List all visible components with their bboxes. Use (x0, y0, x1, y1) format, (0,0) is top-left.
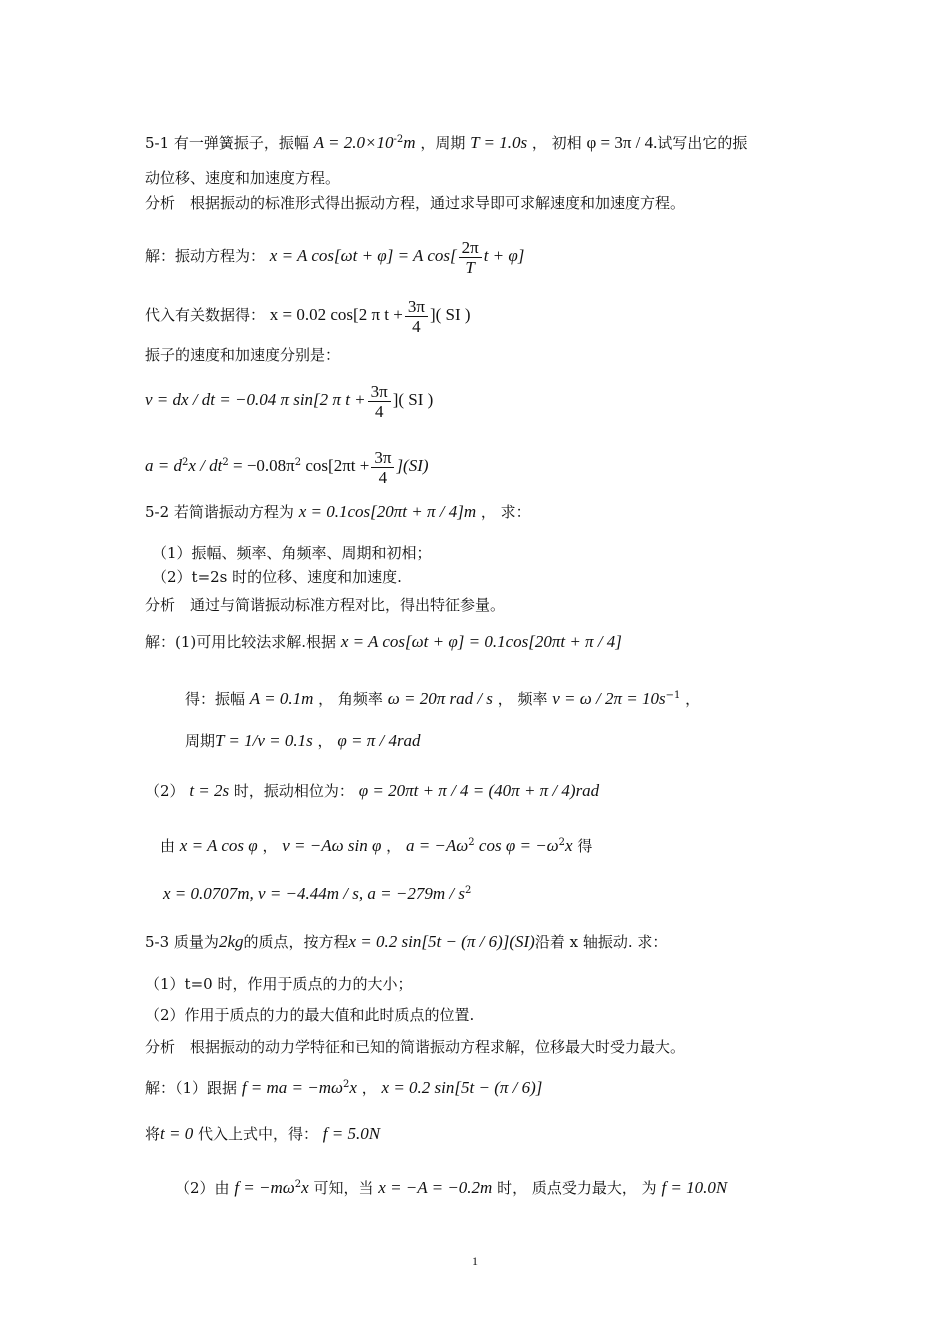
p1-eq4 (145, 443, 429, 487)
p2-s5 (160, 833, 592, 856)
formula: f = 5.0N (322, 1124, 381, 1143)
numerator: 3π (368, 382, 391, 402)
formula: = −0.08π (228, 456, 295, 475)
numerator: 2π (459, 238, 482, 258)
p1-line2: 动位移、速度和加速度方程。 (145, 169, 341, 187)
superscript: 2 (222, 457, 229, 468)
p3-s3 (175, 1175, 727, 1198)
p1-line3: 振子的速度和加速度分别是： (145, 346, 341, 364)
formula: T = 1/ν = 0.1s (215, 731, 313, 750)
phase-formula: φ = 3π / 4. (586, 133, 658, 152)
formula: ω = 20π rad / s (387, 689, 493, 708)
p2-text: ， (262, 837, 278, 855)
p2-text: 得 (577, 837, 593, 855)
p3-text: 时， 质点受力最大， 为 (497, 1179, 657, 1197)
formula: x = −A = −0.2m (378, 1178, 493, 1197)
fraction (405, 297, 428, 336)
p2-text: 得：振幅 (185, 690, 246, 708)
p3-text: 沿着 x 轴振动. 求： (534, 933, 668, 951)
p3-line1 (145, 932, 667, 952)
p2-s1 (145, 632, 622, 652)
p3-analysis: 分析 根据振动的动力学特征和已知的简谐振动方程求解，位移最大时受力最大。 (145, 1038, 686, 1056)
p2-analysis: 分析 通过与简谐振动标准方程对比，得出特征参量。 (145, 596, 506, 614)
p3-text: 将 (145, 1125, 161, 1143)
p2-text: ， (685, 690, 701, 708)
p3-text: 5-3 质量为 (145, 933, 219, 951)
formula: t + φ] (483, 246, 525, 265)
p1-text: ，周期 (420, 134, 466, 152)
p1-text: 试写出它的振 (657, 134, 748, 152)
p2-text: ， (386, 837, 402, 855)
formula: f = 10.0N (661, 1178, 728, 1197)
unit: m (403, 133, 416, 152)
formula: x = 0.02 cos[2 π t + (269, 305, 403, 324)
p2-s2 (185, 686, 700, 709)
formula: ν = −Aω sin φ (282, 836, 382, 855)
superscript: −1 (665, 690, 681, 701)
p2-text: ， 角频率 (318, 690, 383, 708)
formula: x = 0.2 sin[5t − (π / 6)](SI) (348, 932, 535, 951)
p2-text: 时，振动相位为： (233, 782, 354, 800)
p3-q2: （2）作用于质点的力的最大值和此时质点的位置. (145, 1006, 475, 1024)
superscript: 2 (181, 457, 189, 468)
velocity-formula: v = dx / dt = −0.04 π sin[2 π t + (145, 390, 366, 409)
p2-q1: （1）振幅、频率、角频率、周期和初相； (152, 544, 432, 562)
p2-text: 解：(1)可用比较法求解.根据 (145, 633, 337, 651)
p2-s4 (145, 781, 599, 801)
formula: t = 2s (189, 781, 230, 800)
p2-text: 由 (160, 837, 176, 855)
p3-q1: （1）t=0 时，作用于质点的力的大小； (145, 975, 413, 993)
formula: ]( SI ) (429, 305, 471, 324)
p3-text: ， (361, 1079, 377, 1097)
amplitude-formula: A = 2.0×10 (313, 133, 394, 152)
superscript: 2 (468, 837, 475, 848)
p3-text: 的质点，按方程 (243, 933, 349, 951)
fraction (368, 382, 391, 421)
formula: x = 0.0707m, ν = −4.44m / s, a = −279m / s (163, 884, 465, 903)
formula: φ = 20πt + π / 4 = (40π + π / 4)rad (358, 781, 600, 800)
p3-text: 解：（1）跟据 (145, 1079, 238, 1097)
superscript: 2 (343, 1079, 350, 1090)
formula: 2kg (218, 932, 244, 951)
formula: f = −mω (234, 1178, 295, 1197)
p1-text: ， 初相 (531, 134, 582, 152)
p2-text: 周期 (185, 732, 216, 750)
formula: x = A cos[ωt + φ] = A cos[ (269, 246, 457, 265)
p1-analysis: 分析 根据振动的标准形式得出振动方程，通过求导即可求解速度和加速度方程。 (145, 194, 686, 212)
formula: cos φ = −ω (474, 836, 559, 855)
p2-text: 5-2 若简谐振动方程为 (145, 503, 294, 521)
formula: x (349, 1078, 357, 1097)
formula: A = 0.1m (249, 689, 314, 708)
superscript: 2 (558, 837, 566, 848)
formula: f = ma = −mω (241, 1078, 344, 1097)
denominator: 4 (412, 316, 421, 336)
superscript: 2 (294, 1179, 302, 1190)
p1-eq1 (145, 236, 524, 277)
p1-text: 解：振动方程为： (145, 247, 266, 265)
formula: a = −Aω (405, 836, 469, 855)
p2-text: ， 求： (480, 503, 531, 521)
p1-line1 (145, 130, 747, 153)
formula: ](SI) (396, 456, 429, 475)
formula: x (565, 836, 573, 855)
formula: t = 0 (160, 1124, 194, 1143)
fraction (459, 238, 482, 277)
p3-text: 可知，当 (313, 1179, 374, 1197)
p2-line1 (145, 502, 531, 522)
superscript: -2 (393, 134, 404, 145)
p3-s2 (145, 1124, 380, 1144)
p2-text: ， (317, 732, 333, 750)
formula: x / dt (188, 456, 223, 475)
superscript: 2 (464, 885, 472, 896)
period-formula: T = 1.0s (470, 133, 528, 152)
denominator: 4 (378, 467, 388, 487)
p1-text: 代入有关数据得： (145, 306, 266, 324)
p2-s3 (185, 731, 421, 751)
p1-text: 5-1 有一弹簧振子，振幅 (145, 134, 309, 152)
p2-text: ， 频率 (497, 690, 548, 708)
p3-text: 代入上式中，得： (198, 1125, 319, 1143)
numerator: 3π (371, 448, 394, 468)
superscript: 2 (294, 457, 302, 468)
p1-eq3 (145, 380, 433, 421)
formula: x = A cos[ωt + φ] = 0.1cos[20πt + π / 4] (340, 632, 622, 651)
acceleration-formula: a = d (145, 456, 182, 475)
p2-s6 (163, 881, 471, 904)
formula: φ = π / 4rad (337, 731, 421, 750)
formula: ν = ω / 2π = 10s (552, 689, 666, 708)
fraction (371, 448, 394, 487)
formula: ]( SI ) (392, 390, 434, 409)
formula: x (301, 1178, 309, 1197)
p2-text: （2） (145, 782, 185, 800)
formula: x = 0.2 sin[5t − (π / 6)] (381, 1078, 543, 1097)
numerator: 3π (405, 297, 428, 317)
denominator: 4 (374, 401, 384, 421)
formula: cos[2πt + (301, 456, 370, 475)
p3-s1 (145, 1075, 542, 1098)
page-number: 1 (472, 1254, 478, 1268)
p1-eq2 (145, 295, 471, 336)
p3-text: （2）由 (175, 1179, 230, 1197)
formula: x = A cos φ (179, 836, 258, 855)
denominator: T (465, 257, 475, 277)
p2-q2: （2）t=2s 时的位移、速度和加速度. (152, 568, 402, 586)
formula: x = 0.1cos[20πt + π / 4]m (298, 502, 477, 521)
